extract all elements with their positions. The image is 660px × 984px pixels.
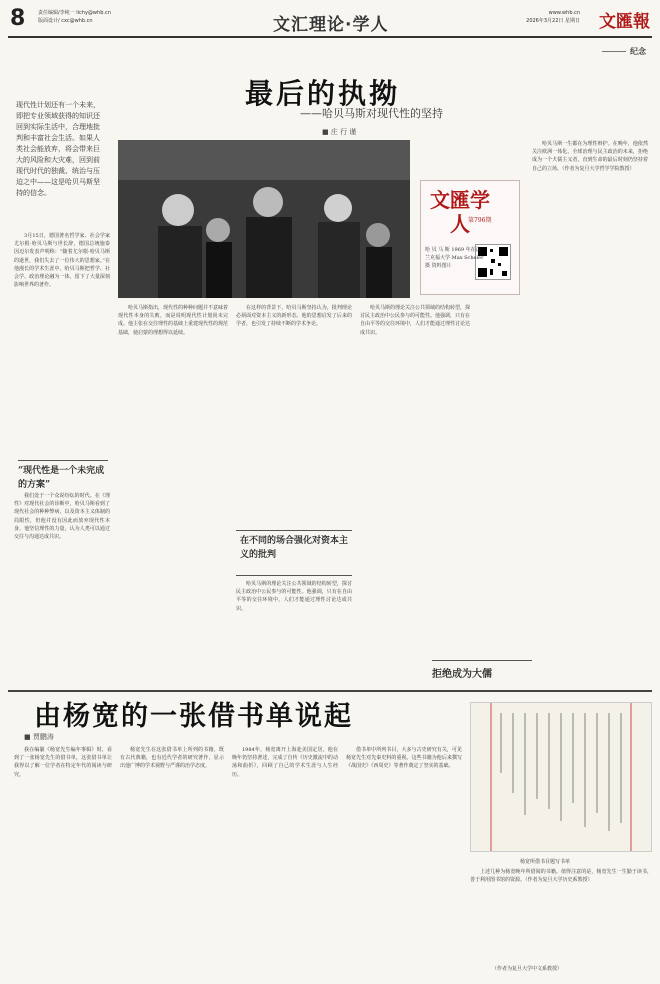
article-intro: 现代性计划还有一个未来，即把专业领域获得的知识还回到实际生活中，合理地批判和丰富社会生活。如果人类社会能放弃，将会带来巨大的风险和大灾难，回到前现代时代的独裁、统治与压迫之中——这是哈贝马斯坚持的信念。 bbox=[16, 101, 100, 197]
document-illustration bbox=[471, 703, 651, 851]
article2-column-1: 我在编纂《杨宽先生编年事辑》时，看到了一张杨宽先生的借书单，这张借书单让我得以了解一位学者在特定年代的阅读与研究。 bbox=[14, 747, 112, 778]
article1-column-5: 哈贝马斯一生都在为理性辩护。在晚年，他依然关注欧洲一体化、全球治理与民主政治的未来，拒绝成为一个犬儒主义者，直到生命的最后时刻仍坚持着自己的立场。（作者为复旦大学哲学学院教授） bbox=[532, 141, 648, 172]
column-tag: 纪念 bbox=[602, 46, 646, 57]
author-note: （作者为复旦大学中文系教授） bbox=[492, 966, 563, 972]
article1-column-3: 在这样的背景下，哈贝马斯坚持认为，批判理论必须面对资本主义的新形态。他的思想启发了后来的学者，也引发了持续不断的学术争论。 bbox=[236, 305, 352, 328]
article1-column-1: 3月15日，德国著名哲学家、社会学家尤尔根·哈贝马斯与世长辞，德国总统施泰因迈尔发表声明称：“随着尤尔根·哈贝马斯的逝世，我们失去了一位伟大的思想家。”在他漫长的学术生涯中，哈贝马斯把哲学、社会学、政治理论融为一体，留下了大量深刻影响世界的著作。 bbox=[14, 233, 110, 289]
editor-line: 责任编辑/李纯一 lichy@whb.cn bbox=[38, 10, 111, 16]
article-author: ■ 庄 行 谨 bbox=[322, 128, 357, 136]
article1-column-1b: 我们处于一个众说纷纭的时代。在《理性》对现代社会的诊断中，哈贝马斯看到了现代社会的种种弊病，以及资本主义体制的局限性，但他并没有因此而放弃现代性本身。他坚信理性的力量，认为人类可以通过交往与沟通达成共识。 bbox=[14, 493, 110, 541]
article-divider bbox=[8, 690, 652, 692]
editor-info bbox=[38, 9, 111, 25]
document-caption: 杨宽所借书目题写书单 bbox=[520, 859, 571, 865]
photo-illustration bbox=[118, 140, 410, 298]
article2-column-4: 借书单中所列书目，大多与古史研究有关，可见杨宽先生对先秦史料的重视。这些书籍为他后来撰写《战国史》《西周史》等著作奠定了坚实的基础。 bbox=[346, 747, 462, 770]
section-title: 文汇理论·学人 bbox=[273, 15, 389, 35]
article1-column-3b: 哈贝马斯的理论关注公共领域的结构转型，探讨民主政治中公民参与的可能性。他强调，只有在自由平等的交往环境中，人们才能通过理性讨论达成共识。 bbox=[236, 581, 352, 612]
article1-column-2: 哈贝马斯指出，现代性的种种问题并不意味着现代性本身的失败，而是说明现代性计划尚未完成。他主张在交往理性的基础上重建现代性的规范基础，使启蒙的理想得以延续。 bbox=[118, 305, 228, 336]
date-info bbox=[526, 9, 580, 25]
historical-photo bbox=[118, 140, 410, 298]
ad-logo: 文匯学人 bbox=[430, 188, 490, 236]
date-line: 2026年3月22日 星期日 bbox=[526, 18, 580, 24]
section-heading: “现代性是一个未完成的方案” bbox=[18, 460, 108, 492]
designer-line: 版面设计/ cxc@whb.cn bbox=[38, 18, 93, 24]
article-subtitle: ——哈贝马斯对现代性的坚持 bbox=[300, 107, 443, 120]
photo-caption: 哈 贝 马 斯 1969 年在法兰克福大学 Max Scheler 摄 资料图片 bbox=[425, 247, 484, 269]
page-number: 8 bbox=[10, 6, 26, 31]
article2-column-5: 上述几种为杨宽晚年所借阅的书籍。值得注意的是，杨宽先生一生勤于读书，善于利用图书馆的资源。（作者为复旦大学历史系教授） bbox=[470, 869, 652, 884]
ad-issue: 第796期 bbox=[468, 217, 492, 224]
article-title: 最后的执拗 bbox=[245, 77, 401, 110]
borrowing-slip-photo bbox=[470, 702, 652, 852]
section-heading-2: 拒绝成为大儒 bbox=[432, 660, 532, 680]
article2-author: ■ 贾鹏涛 bbox=[24, 733, 54, 741]
article1-column-4: 哈贝马斯的理论关注公共领域的结构转型，探讨民主政治中公民参与的可能性。他强调，只有在自由平等的交往环境中，人们才能通过理性讨论达成共识。 bbox=[360, 305, 470, 336]
masthead bbox=[8, 4, 652, 38]
article2-column-2: 杨宽先生在这张借书单上所列的书籍，既有古代典籍，也有近代学者的研究著作，显示出他广博的学术视野与严谨的治学态度。 bbox=[120, 747, 224, 770]
article2-title: 由杨宽的一张借书单说起 bbox=[34, 701, 353, 732]
newspaper-logo: 文匯報 bbox=[599, 12, 650, 32]
website-line: www.whb.cn bbox=[548, 10, 580, 16]
section-heading-box: 在不同的场合强化对资本主义的批判 bbox=[236, 530, 352, 576]
article2-column-3: 1984年，杨宽离开上海赴美国定居。他在晚年仍坚持著述，完成了自传《历史激流中的动荡和曲折》，回顾了自己的学术生涯与人生经历。 bbox=[232, 747, 338, 778]
